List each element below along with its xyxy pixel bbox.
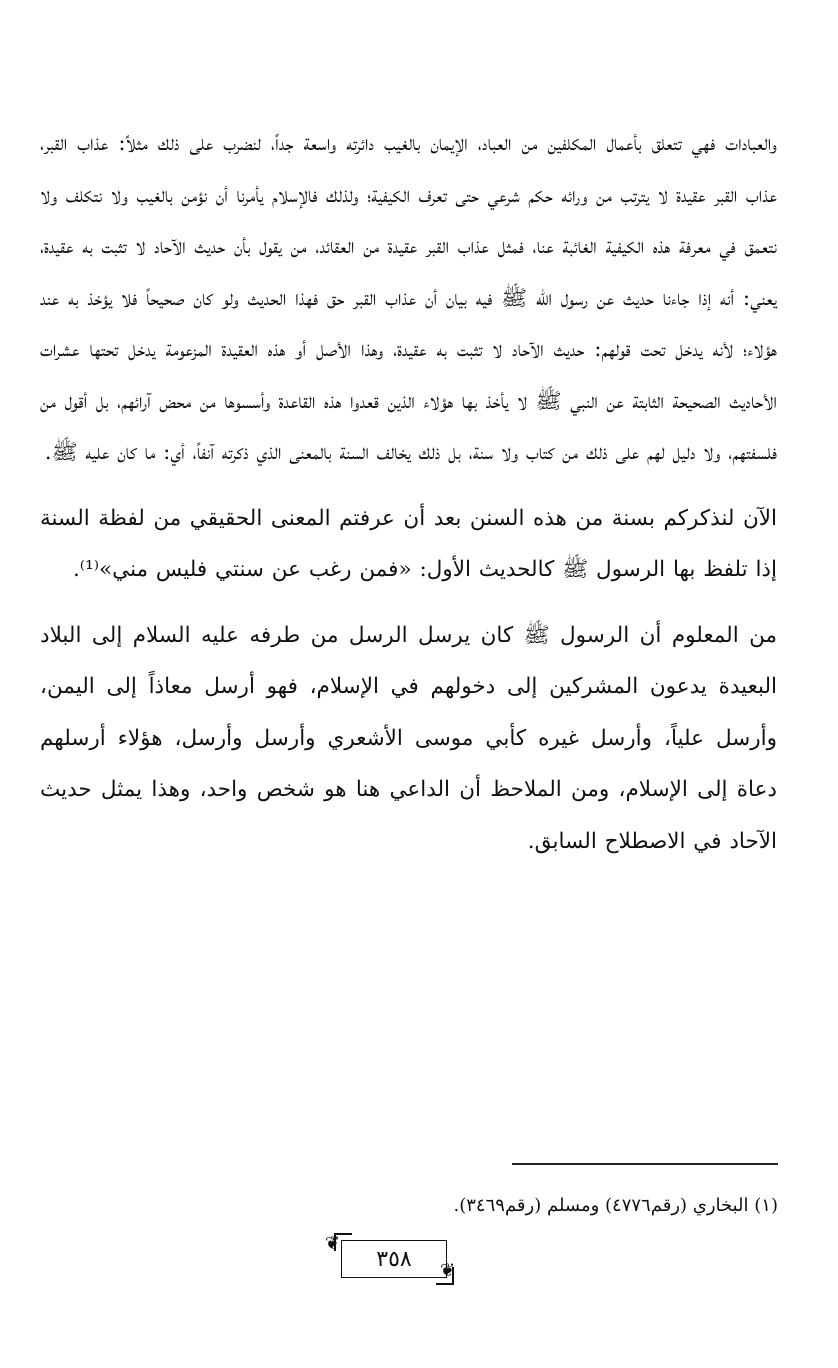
paragraph-1: والعبادات فهي تتعلق بأعمال المكلفين من العباد، الإيمان بالغيب دائرته واسعة جداً، لنضرب على ذلك مثلاً: عذاب القبر، عذاب القبر عقيدة لا يترتب من ورائه حكم شرعي حتى تعرف الكيفية؛ ولذلك فالإسلام يأمرنا أن نؤمن بالغيب ولا نتكلف ولا نتعمق في معرفة هذه الكيفية الغائبة عنا، فمثل عذاب القبر عقيدة من العقائد، من يقول بأن حديث الآحاد لا تثبت به عقيدة، يعني: أنه إذا جاءنا حديث عن رسول الله ﷺ فيه بيان أن عذاب القبر حق فهذا الحديث ولو كان صحيحاً فلا يؤخذ به عند هؤلاء؛ لأنه يدخل تحت قولهم: حديث الآحاد لا تثبت به عقيدة، وهذا الأصل أو هذه العقيدة المزعومة يدخل تحتها عشرات الأحاديث الصحيحة الثابتة عن النبي ﷺ لا يأخذ بها هؤلاء الذين قعدوا هذه القاعدة وأسسوها من محض آرائهم، بل أقول من فلسفتهم، ولا دليل لهم على ذلك من كتاب ولا سنة، بل ذلك يخالف السنة بالمعنى الذي ذكرته آنفاً، أي: ما كان عليه ﷺ. bbox=[40, 131, 777, 465]
page-number-ornament-icon-bottom: ❦ bbox=[440, 1260, 456, 1281]
page-number: ٣٥٨ bbox=[376, 1246, 412, 1272]
footnote: (١) البخاري (رقم٤٧٧٦) ومسلم (رقم٣٤٦٩). bbox=[453, 1195, 778, 1216]
page-number-box bbox=[341, 1240, 447, 1278]
paragraph-2: الآن لنذكركم بسنة من هذه السنن بعد أن عرفتم المعنى الحقيقي من لفظة السنة إذا تلفظ بها الرسول ﷺ كالحديث الأول: «فمن رغب عن سنتي فليس مني»⁽¹⁾. bbox=[40, 505, 777, 582]
footnote-divider bbox=[512, 1163, 778, 1165]
paragraph-3: من المعلوم أن الرسول ﷺ كان يرسل الرسل من طرفه عليه السلام إلى البلاد البعيدة يدعون المشركين إلى دخولهم في الإسلام، فهو أرسل معاذاً إلى اليمن، وأرسل علياً، وأرسل غيره كأبي موسى الأشعري وأرسل وأرسل، هؤلاء أرسلهم دعاة إلى الإسلام، ومن الملاحظ أن الداعي هنا هو شخص واحد، وهذا يمثل حديث الآحاد في الاصطلاح السابق. bbox=[40, 622, 777, 854]
page-body bbox=[40, 118, 777, 867]
page-number-ornament-icon: ❦ bbox=[325, 1233, 341, 1254]
